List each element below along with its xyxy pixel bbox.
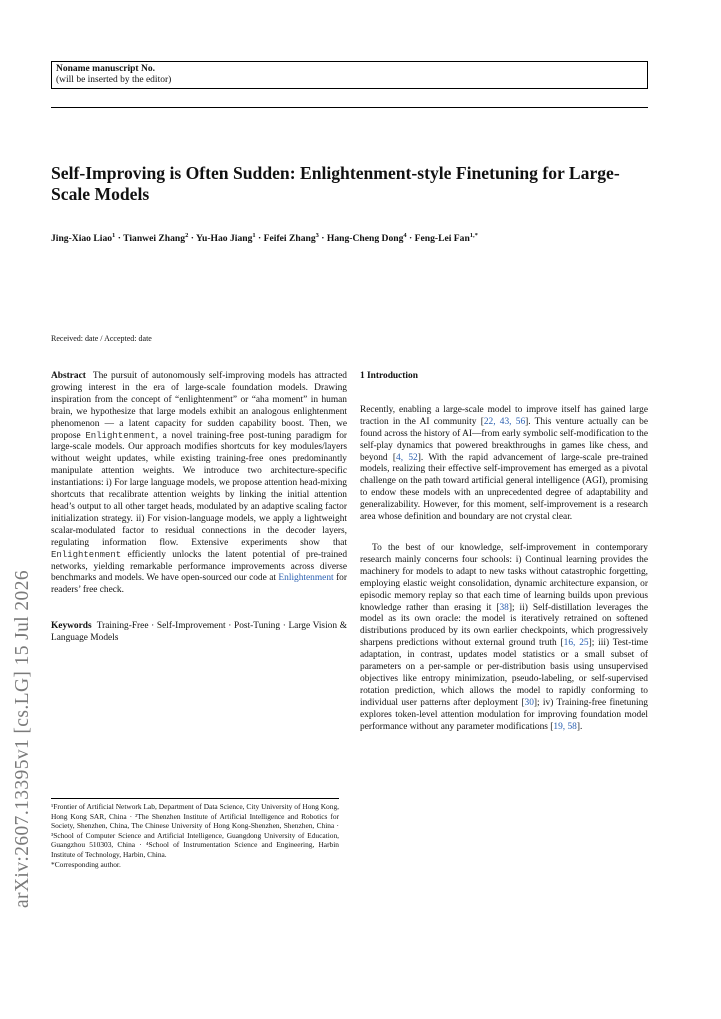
corresponding-author-note: *Corresponding author. [51, 859, 121, 869]
author: Jing-Xiao Liao$^1$ [51, 232, 116, 245]
abstract-label: Abstract [51, 371, 86, 381]
citation-link[interactable]: 30 [524, 697, 534, 708]
arxiv-identifier: arXiv:2607.13395v1 [cs.LG] 15 Jul 2026 [12, 570, 33, 908]
manuscript-box [51, 61, 648, 89]
manuscript-number: Noname manuscript No. [56, 64, 155, 74]
footnote-rule [51, 798, 339, 799]
left-column [51, 371, 347, 645]
author: Tianwei Zhang$^2$ [123, 232, 189, 245]
code-link[interactable]: Enlightenment [278, 573, 334, 584]
intro-paragraph: Recently, enabling a large-scale model to improve itself has gained large traction in the AI community [22, 43, 56]. This venture actually can be found across the history of AI—from early symbolic self-modification to the self-play dynamics that powered breakthroughs in games like chess, and beyond [4, 52]. With the rapid advancement of large-scale pre-trained models, realizing their effective self-improvement has emerged as a pivotal challenge on the path toward artificial general intelligence (AGI), promising to endow these models with an unprecedented degree of adaptability and generalizability. However, for this moment, self-improvement is a research area whose definition and boundary are not crystal clear. [360, 404, 648, 523]
citation-link[interactable]: 38 [499, 602, 509, 613]
keywords: Keywords Training-Free · Self-Improvement · Post-Tuning · Large Vision & Language Models [51, 621, 347, 644]
method-name: Enlightenment [51, 549, 122, 560]
author: Hang-Cheng Dong$^4$ [326, 232, 407, 245]
author: Feng-Lei Fan$^{1,*}$ [414, 232, 478, 245]
received-date: Received: date / Accepted: date [51, 334, 152, 343]
author: Yu-Hao Jiang$^1$ [195, 232, 256, 245]
intro-paragraph: To the best of our knowledge, self-improvement in contemporary research mainly concerns four schools: i) Continual learning provides the machinery for models to adapt to new tasks without catastrophic forgetting, employing elastic weight consolidation, dynamic architecture expansion, or episodic memory replay so that each time of learning builds upon previous knowledge rather than erasing it [38]; ii) Self-distillation leverages the model as its own oracle: the model is iteratively retrained on softened distributions produced by its own earlier checkpoints, which progressively sharpens predictions without external ground truth [16, 25]; iii) Test-time adaptation, in contrast, updates model statistics or a small subset of parameters on a per-sample or per-distribution basis using unsupervised objectives like entropy minimization, pseudo-labeling, or self-supervised rotation prediction, which allows the model to rapidly conforming to individual user patterns after deployment [30]; iv) Training-free finetuning explores token-level attention modulation for improving foundation model performance without any parameter modifications [19, 58]. [360, 542, 648, 732]
keywords-label: Keywords [51, 621, 92, 632]
editor-note: (will be inserted by the editor) [56, 75, 172, 85]
citation-link[interactable]: 19, 58 [553, 721, 577, 732]
citation-link[interactable]: 16, 25 [563, 638, 589, 649]
section-heading: 1 Introduction [360, 371, 418, 381]
affiliation-footnote: ¹Frontier of Artificial Network Lab, Department of Data Science, City University of Hong Kong, Hong Kong SAR, China · ²The Shenzhen Institute of Artificial Intelligence and Robotics for Society, Shenzhen, China, The Chinese University of Hong Kong-Shenzhen, Shenzhen, China · ³School of Computer Science and Artificial Intelligence, Guangdong University of Education, Guangzhou 510303, China · ⁴School of Instrumentation Science and Engineering, Harbin Institute of Technology, Harbin, China. *Corresponding author. [51, 802, 339, 869]
author-list: Jing-Xiao Liao$^1$ · Tianwei Zhang$^2$ · Yu-Hao Jiang$^1$ · Feifei Zhang$^3$ · Hang-Cheng Dong$^4$ · Feng-Lei Fan$^{1,*}$ [51, 232, 478, 245]
paper-title: Self-Improving is Often Sudden: Enlightenment-style Finetuning for Large-Scale Models [51, 163, 620, 204]
top-rule [51, 107, 648, 108]
right-column [360, 371, 648, 733]
abstract: Abstract The pursuit of autonomously self-improving models has attracted growing interest in the era of large-scale foundation models. Drawing inspiration from the concept of “enlightenment” or “aha moment” in human brain, we hypothesize that large models exhibit an analogous enlightenment phenomenon — a latent capacity for sudden capability boost. Then, we propose Enlightenment, a novel training-free post-tuning paradigm for large-scale models. Our approach modifies shortcuts for key modules/layers without weight updates, while existing training-free ones predominantly manipulate attention weights. We introduce two architecture-specific instantiations: i) For large language models, we propose attention head-mixing shortcuts that recalibrate attention weights by linking the initial attention head’s output to all other target heads, modulated by an adaptive scaling factor initialization strategy. ii) For vision-language models, we apply a lightweight scalar-modulated factor to residual connections in the decoder layers, regulating information flow. Extensive experiments show that Enlightenment efficiently unlocks the latent potential of pre-trained networks, yielding remarkable performance improvements across diverse benchmarks and models. We have open-sourced our code at Enlightenment for readers’ free check. [51, 371, 348, 596]
citation-link[interactable]: 4, 52 [396, 452, 418, 463]
citation-link[interactable]: 22, 43, 56 [483, 416, 526, 427]
method-name: Enlightenment [85, 430, 156, 441]
author: Feifei Zhang$^3$ [263, 232, 319, 245]
